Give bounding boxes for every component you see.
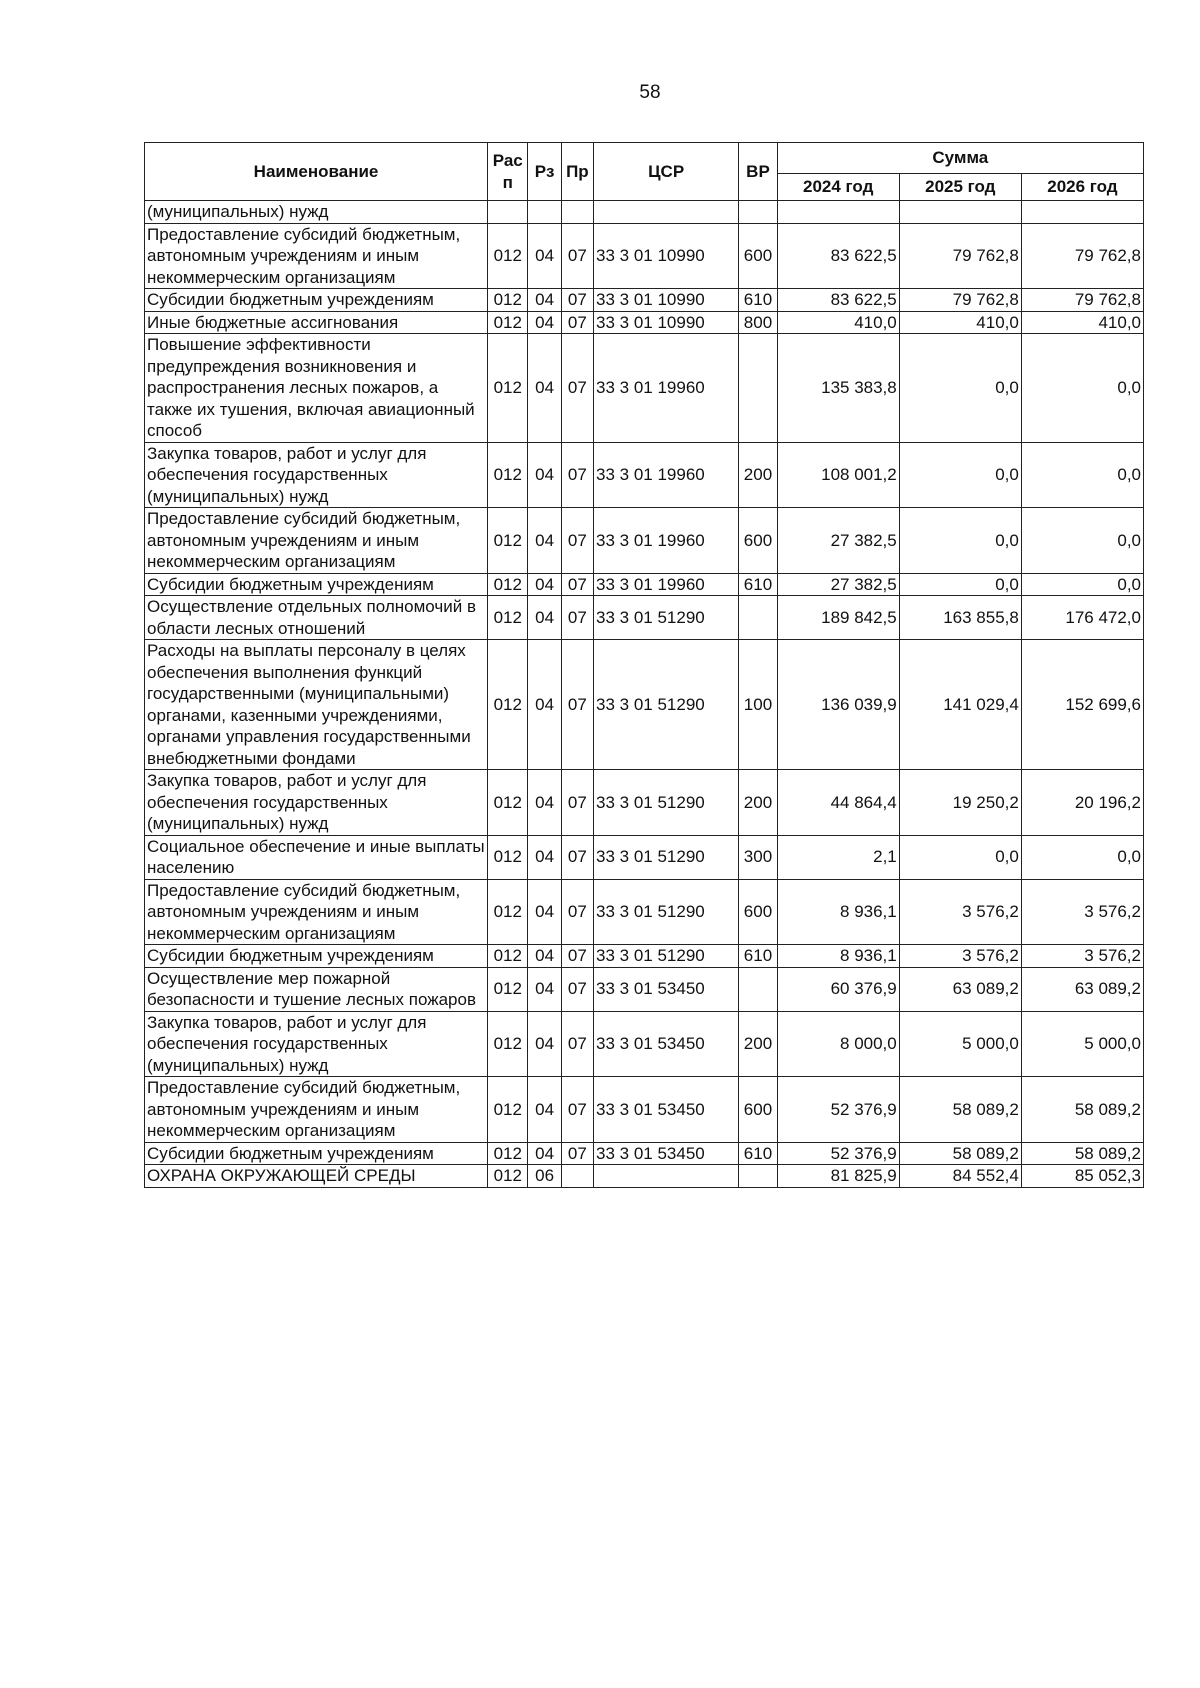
row-rz: 04 <box>528 289 561 312</box>
row-sum-2026: 79 762,8 <box>1021 223 1143 289</box>
table-row <box>145 640 1144 770</box>
row-sum-2025: 84 552,4 <box>899 1165 1021 1188</box>
row-name: Субсидии бюджетным учреждениям <box>145 289 488 312</box>
row-sum-2024: 83 622,5 <box>777 223 899 289</box>
row-vr: 300 <box>739 835 777 879</box>
table-row <box>145 508 1144 574</box>
row-rasp: 012 <box>488 1077 528 1143</box>
row-pr: 07 <box>561 835 593 879</box>
row-csr: 33 3 01 51290 <box>594 596 739 640</box>
row-vr: 600 <box>739 223 777 289</box>
row-sum-2025 <box>899 201 1021 224</box>
row-sum-2026: 63 089,2 <box>1021 967 1143 1011</box>
row-sum-2024: 189 842,5 <box>777 596 899 640</box>
row-vr <box>739 201 777 224</box>
table-row <box>145 1165 1144 1188</box>
row-sum-2025: 79 762,8 <box>899 289 1021 312</box>
row-sum-2025: 5 000,0 <box>899 1011 1021 1077</box>
row-sum-2025: 58 089,2 <box>899 1142 1021 1165</box>
row-sum-2025: 58 089,2 <box>899 1077 1021 1143</box>
table-row <box>145 311 1144 334</box>
row-name: Повышение эффективности предупреждения возникновения и распространения лесных пожаров, а также их тушения, включая авиационный способ <box>145 334 488 443</box>
row-rz: 06 <box>528 1165 561 1188</box>
row-rz: 04 <box>528 1142 561 1165</box>
row-sum-2025: 410,0 <box>899 311 1021 334</box>
row-rasp: 012 <box>488 223 528 289</box>
row-pr: 07 <box>561 1011 593 1077</box>
row-sum-2024: 136 039,9 <box>777 640 899 770</box>
row-name: Субсидии бюджетным учреждениям <box>145 945 488 968</box>
row-name: ОХРАНА ОКРУЖАЮЩЕЙ СРЕДЫ <box>145 1165 488 1188</box>
row-vr: 200 <box>739 442 777 508</box>
row-csr: 33 3 01 51290 <box>594 945 739 968</box>
row-vr <box>739 596 777 640</box>
row-rz: 04 <box>528 573 561 596</box>
row-sum-2024: 8 936,1 <box>777 879 899 945</box>
row-pr: 07 <box>561 945 593 968</box>
row-sum-2024: 410,0 <box>777 311 899 334</box>
row-vr <box>739 967 777 1011</box>
row-csr: 33 3 01 19960 <box>594 508 739 574</box>
row-name: Субсидии бюджетным учреждениям <box>145 1142 488 1165</box>
row-rasp: 012 <box>488 1011 528 1077</box>
row-sum-2025: 0,0 <box>899 573 1021 596</box>
row-sum-2026: 20 196,2 <box>1021 770 1143 836</box>
row-rasp: 012 <box>488 879 528 945</box>
row-sum-2024 <box>777 201 899 224</box>
row-rz: 04 <box>528 967 561 1011</box>
row-sum-2025: 63 089,2 <box>899 967 1021 1011</box>
row-name: Предоставление субсидий бюджетным, автономным учреждениям и иным некоммерческим организациям <box>145 508 488 574</box>
row-rasp: 012 <box>488 640 528 770</box>
row-csr: 33 3 01 19960 <box>594 334 739 443</box>
table-row <box>145 596 1144 640</box>
row-name: Предоставление субсидий бюджетным, автономным учреждениям и иным некоммерческим организациям <box>145 1077 488 1143</box>
row-name: Расходы на выплаты персоналу в целях обеспечения выполнения функций государственными (муниципальными) органами, казенными учреждениями, органами управления государственными внебюджетными фондами <box>145 640 488 770</box>
row-sum-2024: 8 000,0 <box>777 1011 899 1077</box>
table-row <box>145 201 1144 224</box>
row-rasp <box>488 201 528 224</box>
header-year-2024: 2024 год <box>777 174 899 201</box>
row-sum-2024: 81 825,9 <box>777 1165 899 1188</box>
row-vr: 600 <box>739 879 777 945</box>
table-row <box>145 967 1144 1011</box>
row-rz: 04 <box>528 508 561 574</box>
row-name: Предоставление субсидий бюджетным, автономным учреждениям и иным некоммерческим организациям <box>145 223 488 289</box>
row-sum-2025: 19 250,2 <box>899 770 1021 836</box>
row-pr: 07 <box>561 1077 593 1143</box>
row-sum-2024: 83 622,5 <box>777 289 899 312</box>
row-sum-2025: 0,0 <box>899 508 1021 574</box>
row-vr: 610 <box>739 573 777 596</box>
table-row <box>145 1077 1144 1143</box>
row-rasp: 012 <box>488 596 528 640</box>
row-name: Осуществление мер пожарной безопасности и тушение лесных пожаров <box>145 967 488 1011</box>
table-row <box>145 573 1144 596</box>
row-sum-2024: 2,1 <box>777 835 899 879</box>
row-sum-2024: 60 376,9 <box>777 967 899 1011</box>
row-csr: 33 3 01 51290 <box>594 879 739 945</box>
row-pr <box>561 1165 593 1188</box>
row-csr <box>594 201 739 224</box>
row-csr: 33 3 01 19960 <box>594 573 739 596</box>
row-sum-2026: 5 000,0 <box>1021 1011 1143 1077</box>
header-rz: Рз <box>528 143 561 201</box>
row-sum-2025: 141 029,4 <box>899 640 1021 770</box>
row-rasp: 012 <box>488 945 528 968</box>
row-sum-2026: 176 472,0 <box>1021 596 1143 640</box>
row-rz: 04 <box>528 442 561 508</box>
header-year-2025: 2025 год <box>899 174 1021 201</box>
row-name: Иные бюджетные ассигнования <box>145 311 488 334</box>
row-vr: 800 <box>739 311 777 334</box>
row-sum-2024: 8 936,1 <box>777 945 899 968</box>
header-sum: Сумма <box>777 143 1143 174</box>
budget-table <box>144 142 1144 1188</box>
table-row <box>145 879 1144 945</box>
row-sum-2025: 0,0 <box>899 334 1021 443</box>
row-rasp: 012 <box>488 770 528 836</box>
row-sum-2025: 3 576,2 <box>899 879 1021 945</box>
row-name: Предоставление субсидий бюджетным, автономным учреждениям и иным некоммерческим организациям <box>145 879 488 945</box>
row-rz: 04 <box>528 596 561 640</box>
row-rasp: 012 <box>488 311 528 334</box>
row-sum-2025: 0,0 <box>899 835 1021 879</box>
row-csr: 33 3 01 51290 <box>594 770 739 836</box>
row-sum-2026: 0,0 <box>1021 442 1143 508</box>
row-rasp: 012 <box>488 573 528 596</box>
row-csr: 33 3 01 19960 <box>594 442 739 508</box>
row-sum-2025: 79 762,8 <box>899 223 1021 289</box>
table-body <box>145 201 1144 1188</box>
row-csr: 33 3 01 10990 <box>594 311 739 334</box>
row-sum-2024: 135 383,8 <box>777 334 899 443</box>
header-csr: ЦСР <box>594 143 739 201</box>
row-sum-2026: 0,0 <box>1021 508 1143 574</box>
table-row <box>145 1142 1144 1165</box>
row-name: Осуществление отдельных полномочий в области лесных отношений <box>145 596 488 640</box>
row-sum-2024: 108 001,2 <box>777 442 899 508</box>
row-rz: 04 <box>528 1077 561 1143</box>
table-row <box>145 1011 1144 1077</box>
row-csr: 33 3 01 10990 <box>594 289 739 312</box>
row-name: (муниципальных) нужд <box>145 201 488 224</box>
row-rz <box>528 201 561 224</box>
row-sum-2026: 58 089,2 <box>1021 1077 1143 1143</box>
row-name: Закупка товаров, работ и услуг для обеспечения государственных (муниципальных) нужд <box>145 442 488 508</box>
row-rasp: 012 <box>488 1142 528 1165</box>
row-sum-2025: 0,0 <box>899 442 1021 508</box>
row-rz: 04 <box>528 945 561 968</box>
table-row <box>145 289 1144 312</box>
row-sum-2026: 0,0 <box>1021 334 1143 443</box>
header-name: Наименование <box>145 143 488 201</box>
row-name: Закупка товаров, работ и услуг для обеспечения государственных (муниципальных) нужд <box>145 770 488 836</box>
header-rasp-text: Рас п <box>492 150 523 192</box>
row-pr <box>561 201 593 224</box>
row-sum-2024: 44 864,4 <box>777 770 899 836</box>
row-csr <box>594 1165 739 1188</box>
row-rasp: 012 <box>488 1165 528 1188</box>
row-vr <box>739 334 777 443</box>
row-rz: 04 <box>528 334 561 443</box>
header-year-2026: 2026 год <box>1021 174 1143 201</box>
row-pr: 07 <box>561 223 593 289</box>
row-rz: 04 <box>528 879 561 945</box>
row-vr: 610 <box>739 1142 777 1165</box>
row-pr: 07 <box>561 508 593 574</box>
row-vr: 600 <box>739 1077 777 1143</box>
row-sum-2026: 152 699,6 <box>1021 640 1143 770</box>
page-number: 58 <box>639 82 661 103</box>
table-row <box>145 945 1144 968</box>
row-csr: 33 3 01 53450 <box>594 1142 739 1165</box>
row-sum-2024: 27 382,5 <box>777 508 899 574</box>
row-pr: 07 <box>561 334 593 443</box>
row-sum-2026: 0,0 <box>1021 835 1143 879</box>
row-sum-2024: 52 376,9 <box>777 1077 899 1143</box>
row-rz: 04 <box>528 311 561 334</box>
row-pr: 07 <box>561 573 593 596</box>
row-rasp: 012 <box>488 967 528 1011</box>
row-vr: 600 <box>739 508 777 574</box>
row-pr: 07 <box>561 640 593 770</box>
row-pr: 07 <box>561 967 593 1011</box>
row-rasp: 012 <box>488 835 528 879</box>
header-rasp <box>488 143 528 201</box>
row-vr: 100 <box>739 640 777 770</box>
row-name: Закупка товаров, работ и услуг для обеспечения государственных (муниципальных) нужд <box>145 1011 488 1077</box>
row-name: Социальное обеспечение и иные выплаты населению <box>145 835 488 879</box>
row-sum-2026: 0,0 <box>1021 573 1143 596</box>
row-sum-2026: 3 576,2 <box>1021 945 1143 968</box>
row-vr: 610 <box>739 945 777 968</box>
table-row <box>145 835 1144 879</box>
row-vr: 610 <box>739 289 777 312</box>
row-vr <box>739 1165 777 1188</box>
row-sum-2026: 410,0 <box>1021 311 1143 334</box>
row-rz: 04 <box>528 770 561 836</box>
row-rz: 04 <box>528 835 561 879</box>
row-sum-2026: 79 762,8 <box>1021 289 1143 312</box>
row-vr: 200 <box>739 1011 777 1077</box>
table-row <box>145 334 1144 443</box>
row-csr: 33 3 01 53450 <box>594 967 739 1011</box>
header-vr: ВР <box>739 143 777 201</box>
row-sum-2025: 163 855,8 <box>899 596 1021 640</box>
row-csr: 33 3 01 51290 <box>594 640 739 770</box>
row-rasp: 012 <box>488 442 528 508</box>
row-sum-2026: 3 576,2 <box>1021 879 1143 945</box>
row-rz: 04 <box>528 223 561 289</box>
table-row <box>145 770 1144 836</box>
row-rasp: 012 <box>488 289 528 312</box>
header-pr: Пр <box>561 143 593 201</box>
row-pr: 07 <box>561 311 593 334</box>
row-rz: 04 <box>528 640 561 770</box>
row-name: Субсидии бюджетным учреждениям <box>145 573 488 596</box>
row-csr: 33 3 01 53450 <box>594 1077 739 1143</box>
row-pr: 07 <box>561 289 593 312</box>
row-vr: 200 <box>739 770 777 836</box>
table-row <box>145 442 1144 508</box>
row-pr: 07 <box>561 770 593 836</box>
table-row <box>145 223 1144 289</box>
row-pr: 07 <box>561 1142 593 1165</box>
row-csr: 33 3 01 10990 <box>594 223 739 289</box>
row-sum-2024: 52 376,9 <box>777 1142 899 1165</box>
row-pr: 07 <box>561 442 593 508</box>
row-sum-2024: 27 382,5 <box>777 573 899 596</box>
row-rasp: 012 <box>488 334 528 443</box>
row-sum-2026: 58 089,2 <box>1021 1142 1143 1165</box>
row-csr: 33 3 01 53450 <box>594 1011 739 1077</box>
row-sum-2026: 85 052,3 <box>1021 1165 1143 1188</box>
row-rz: 04 <box>528 1011 561 1077</box>
row-sum-2025: 3 576,2 <box>899 945 1021 968</box>
row-csr: 33 3 01 51290 <box>594 835 739 879</box>
row-sum-2026 <box>1021 201 1143 224</box>
row-rasp: 012 <box>488 508 528 574</box>
row-pr: 07 <box>561 879 593 945</box>
row-pr: 07 <box>561 596 593 640</box>
